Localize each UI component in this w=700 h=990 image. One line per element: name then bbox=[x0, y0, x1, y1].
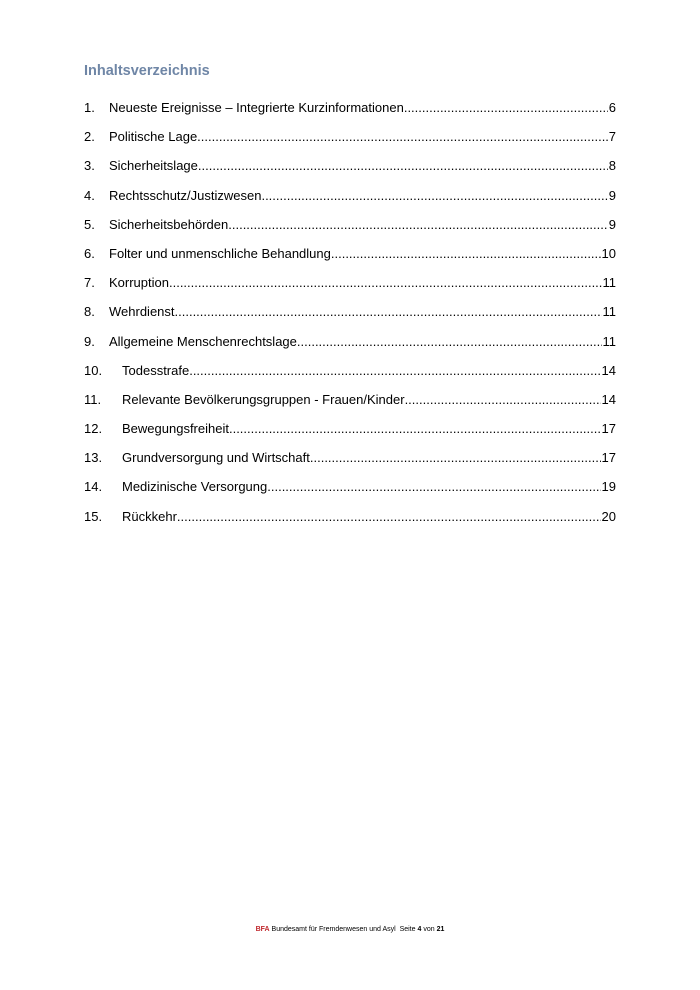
toc-entry-title[interactable]: Todesstrafe bbox=[122, 362, 190, 378]
toc-dot-leader bbox=[267, 479, 600, 494]
toc-entry-8[interactable] bbox=[84, 304, 616, 333]
toc-entry-page[interactable]: 20 bbox=[601, 508, 616, 524]
bfa-logo-text: BFA bbox=[255, 926, 270, 933]
toc-entry-7[interactable] bbox=[84, 275, 616, 304]
toc-entry-number: 3. bbox=[84, 158, 95, 174]
toc-entry-page[interactable]: 14 bbox=[601, 362, 616, 378]
toc-entry-title[interactable]: Sicherheitsbehörden bbox=[109, 216, 229, 232]
toc-entry-page[interactable]: 19 bbox=[601, 479, 616, 495]
footer-page-label: Seite bbox=[399, 926, 416, 933]
toc-entry-11[interactable] bbox=[84, 392, 616, 421]
toc-entry-page[interactable]: 11 bbox=[602, 275, 616, 291]
footer-page-total: 21 bbox=[436, 926, 445, 933]
page-footer bbox=[0, 926, 700, 933]
toc-dot-leader bbox=[229, 421, 601, 436]
toc-entry-number: 11. bbox=[84, 391, 102, 407]
toc-dot-leader bbox=[331, 246, 601, 261]
toc-entry-number: 15. bbox=[84, 508, 103, 524]
toc-entry-title[interactable]: Korruption bbox=[109, 275, 169, 291]
toc-entry-number: 9. bbox=[84, 333, 95, 349]
toc-entry-number: 1. bbox=[84, 100, 95, 115]
toc-entry-title[interactable]: Medizinische Versorgung bbox=[122, 479, 268, 495]
toc-entry-3[interactable] bbox=[84, 158, 616, 187]
toc-entry-title[interactable]: Politische Lage bbox=[109, 129, 198, 145]
toc-entry-1[interactable] bbox=[84, 100, 616, 129]
toc-entry-number: 4. bbox=[84, 187, 95, 203]
toc-title: Inhaltsverzeichnis bbox=[84, 63, 210, 79]
toc-dot-leader bbox=[197, 129, 608, 144]
toc-entry-title[interactable]: Wehrdienst bbox=[109, 304, 175, 320]
toc-entry-title[interactable]: Relevante Bevölkerungsgruppen - Frauen/Kinder bbox=[122, 391, 405, 407]
toc-entry-number: 13. bbox=[84, 450, 103, 466]
toc-entry-6[interactable] bbox=[84, 246, 616, 275]
footer-page-current: 4 bbox=[417, 926, 422, 933]
toc-entry-14[interactable] bbox=[84, 479, 616, 508]
toc-entry-page[interactable]: 11 bbox=[602, 304, 616, 320]
toc-entry-number: 2. bbox=[84, 129, 95, 145]
toc-dot-leader bbox=[198, 158, 608, 173]
toc-dot-leader bbox=[228, 217, 608, 232]
footer-org-name: Bundesamt für Fremdenwesen und Asyl bbox=[271, 926, 396, 933]
toc-entry-number: 8. bbox=[84, 304, 95, 320]
toc-entry-page[interactable]: 10 bbox=[601, 245, 616, 261]
toc-dot-leader bbox=[177, 509, 601, 524]
toc-entry-2[interactable] bbox=[84, 129, 616, 158]
toc-entry-12[interactable] bbox=[84, 421, 616, 450]
toc-dot-leader bbox=[405, 392, 601, 407]
toc-entry-page[interactable]: 14 bbox=[601, 391, 616, 407]
toc-entry-number: 12. bbox=[84, 421, 103, 437]
toc-entry-4[interactable] bbox=[84, 188, 616, 217]
toc-entry-title[interactable]: Rückkehr bbox=[122, 508, 177, 524]
toc-entry-page[interactable]: 11 bbox=[602, 333, 616, 349]
toc-entry-15[interactable] bbox=[84, 509, 616, 538]
toc-entry-title[interactable]: Allgemeine Menschenrechtslage bbox=[109, 333, 297, 349]
toc-entry-13[interactable] bbox=[84, 450, 616, 479]
toc-dot-leader bbox=[404, 100, 608, 115]
toc-entry-page[interactable]: 6 bbox=[608, 100, 616, 115]
toc-entry-title[interactable]: Rechtsschutz/Justizwesen bbox=[109, 187, 262, 203]
toc-entry-9[interactable] bbox=[84, 334, 616, 363]
toc-entry-title[interactable]: Sicherheitslage bbox=[109, 158, 198, 174]
toc-entry-title[interactable]: Folter und unmenschliche Behandlung bbox=[109, 245, 331, 261]
toc-entry-page[interactable]: 7 bbox=[608, 129, 616, 145]
toc-dot-leader bbox=[175, 304, 602, 319]
toc-entry-number: 10. bbox=[84, 362, 103, 378]
toc-entry-page[interactable]: 9 bbox=[608, 187, 616, 203]
toc-entry-page[interactable]: 8 bbox=[608, 158, 616, 174]
toc-list bbox=[84, 100, 616, 538]
toc-entry-page[interactable]: 17 bbox=[601, 421, 616, 437]
toc-dot-leader bbox=[169, 275, 602, 290]
toc-entry-number: 7. bbox=[84, 275, 95, 291]
toc-entry-page[interactable]: 9 bbox=[608, 216, 616, 232]
toc-entry-page[interactable]: 17 bbox=[601, 450, 616, 466]
toc-dot-leader bbox=[310, 450, 601, 465]
toc-entry-number: 5. bbox=[84, 216, 95, 232]
toc-dot-leader bbox=[189, 363, 600, 378]
toc-entry-5[interactable] bbox=[84, 217, 616, 246]
toc-entry-number: 14. bbox=[84, 479, 103, 495]
toc-dot-leader bbox=[297, 334, 602, 349]
toc-entry-10[interactable] bbox=[84, 363, 616, 392]
toc-entry-title[interactable]: Neueste Ereignisse – Integrierte Kurzinformationen bbox=[109, 100, 404, 115]
toc-entry-title[interactable]: Grundversorgung und Wirtschaft bbox=[122, 450, 310, 466]
toc-entry-number: 6. bbox=[84, 245, 95, 261]
footer-page-separator: von bbox=[423, 926, 435, 933]
toc-entry-title[interactable]: Bewegungsfreiheit bbox=[122, 421, 229, 437]
toc-dot-leader bbox=[261, 188, 607, 203]
